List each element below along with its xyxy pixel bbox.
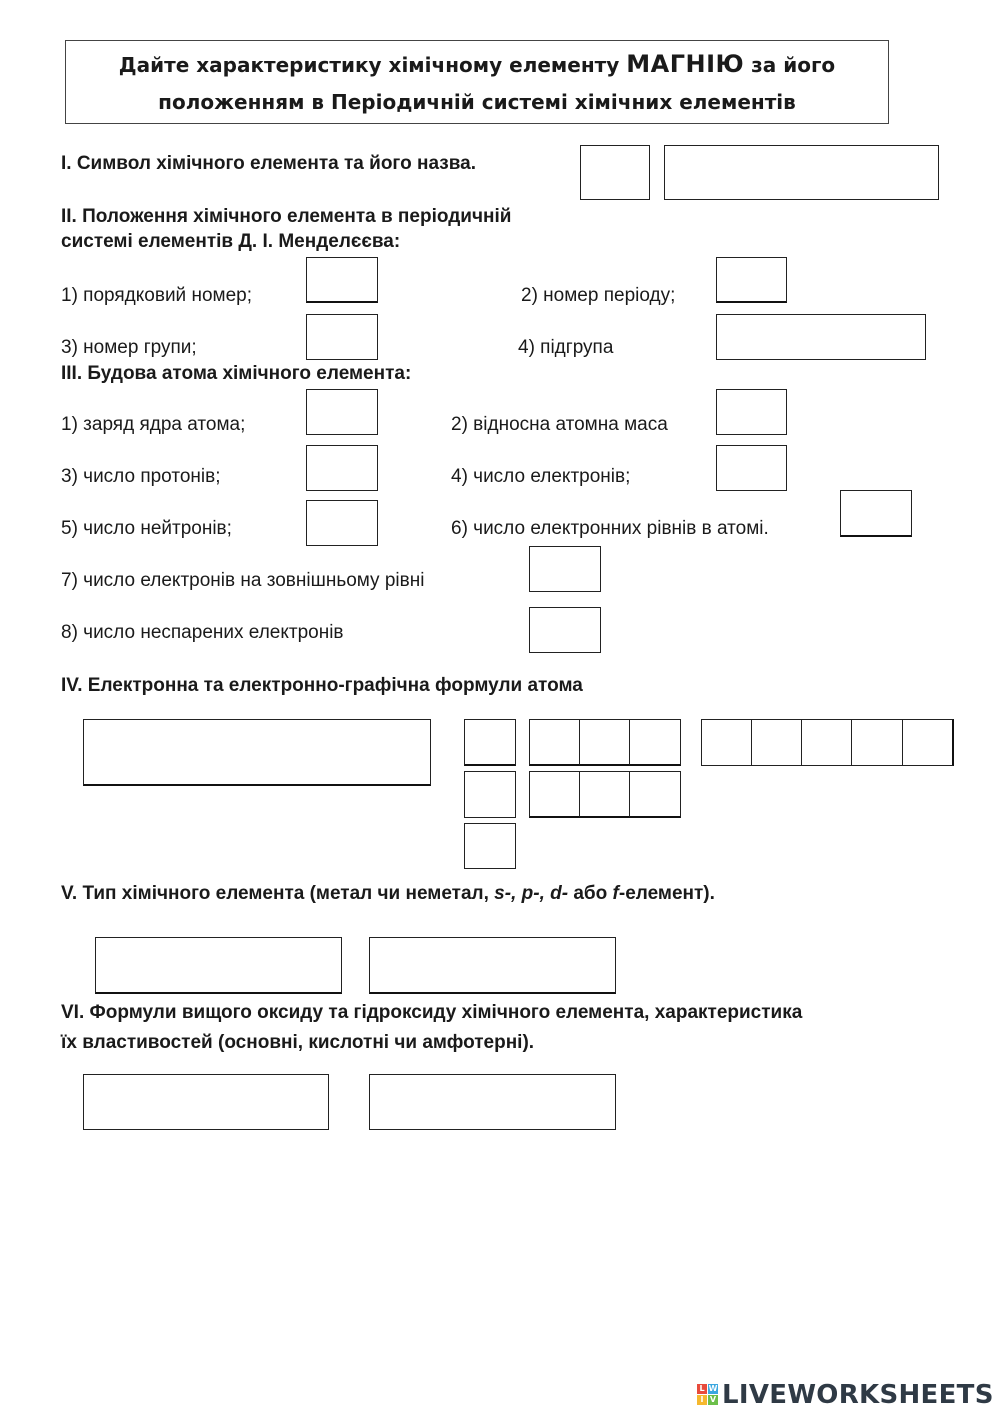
orbital-cell-3d-3[interactable] — [801, 719, 852, 766]
section-4-heading: IV. Електронна та електронно-графічна формули атома — [61, 675, 583, 696]
label-unpaired-electrons: 8) число неспарених електронів — [61, 622, 344, 643]
logo-mark-icon — [697, 1384, 719, 1406]
orbital-cell-1s[interactable] — [464, 823, 516, 869]
orbital-cell-3d-4[interactable] — [851, 719, 903, 766]
element-type-block-input[interactable] — [369, 937, 616, 994]
label-subgroup: 4) підгрупа — [518, 337, 614, 358]
subgroup-input[interactable] — [716, 314, 926, 360]
orbital-cell-3p-1[interactable] — [529, 719, 580, 766]
label-neutrons: 5) число нейтронів; — [61, 518, 232, 539]
title-line-1: Дайте характеристику хімічному елементу МАГНІЮ за його — [118, 50, 836, 78]
label-relative-atomic-mass: 2) відносна атомна маса — [451, 414, 668, 435]
orbital-cell-2s[interactable] — [464, 771, 516, 818]
outer-electrons-input[interactable] — [529, 546, 601, 592]
section-6-heading-line-2: їх властивостей (основні, кислотні чи амфотерні). — [61, 1032, 535, 1053]
section-3-heading: III. Будова атома хімічного елемента: — [61, 363, 412, 384]
neutrons-input[interactable] — [306, 500, 378, 546]
element-name: МАГНІЮ — [626, 50, 745, 78]
relative-atomic-mass-input[interactable] — [716, 389, 787, 435]
title-line-2: положенням в Періодичній системі хімічних елементів — [158, 90, 796, 114]
label-outer-electrons: 7) число електронів на зовнішньому рівні — [61, 570, 425, 591]
logo-text: LIVEWORKSHEETS — [722, 1380, 994, 1410]
unpaired-electrons-input[interactable] — [529, 607, 601, 653]
electrons-input[interactable] — [716, 445, 787, 491]
label-protons: 3) число протонів; — [61, 466, 221, 487]
orbital-cell-2p-3[interactable] — [629, 771, 681, 818]
ordinal-number-input[interactable] — [306, 257, 378, 303]
element-type-metal-input[interactable] — [95, 937, 342, 994]
orbital-cell-3s[interactable] — [464, 719, 516, 766]
orbital-cell-3d-5[interactable] — [902, 719, 954, 766]
label-electron-levels: 6) число електронних рівнів в атомі. — [451, 518, 769, 539]
hydroxide-input[interactable] — [369, 1074, 616, 1130]
label-ordinal-number: 1) порядковий номер; — [61, 285, 252, 306]
protons-input[interactable] — [306, 445, 378, 491]
orbital-cell-3p-3[interactable] — [629, 719, 681, 766]
electron-levels-input[interactable] — [840, 490, 912, 537]
logo-tile-2: W — [708, 1384, 718, 1393]
label-period-number: 2) номер періоду; — [521, 285, 676, 306]
worksheet-title — [65, 40, 889, 124]
orbital-cell-3p-2[interactable] — [579, 719, 630, 766]
logo-tile-3: I — [697, 1395, 707, 1405]
higher-oxide-input[interactable] — [83, 1074, 329, 1130]
element-name-input[interactable] — [664, 145, 939, 200]
symbol-input[interactable] — [580, 145, 650, 200]
section-6-heading-line-1: VI. Формули вищого оксиду та гідроксиду хімічного елемента, характеристика — [61, 1002, 803, 1023]
section-5-heading: V. Тип хімічного елемента (метал чи неметал, s-, p-, d- або f-елемент). — [61, 883, 715, 904]
orbital-cell-3d-2[interactable] — [751, 719, 802, 766]
period-number-input[interactable] — [716, 257, 787, 303]
label-nucleus-charge: 1) заряд ядра атома; — [61, 414, 246, 435]
label-group-number: 3) номер групи; — [61, 337, 197, 358]
group-number-input[interactable] — [306, 314, 378, 360]
nucleus-charge-input[interactable] — [306, 389, 378, 435]
section-2-heading-line-2: системі елементів Д. І. Менделєєва: — [61, 231, 401, 252]
label-electrons: 4) число електронів; — [451, 466, 631, 487]
electron-formula-input[interactable] — [83, 719, 431, 786]
orbital-cell-2p-2[interactable] — [579, 771, 630, 818]
orbital-cell-2p-1[interactable] — [529, 771, 580, 818]
orbital-cell-3d-1[interactable] — [701, 719, 752, 766]
liveworksheets-logo — [697, 1380, 994, 1410]
logo-tile-4: V — [709, 1395, 717, 1404]
logo-tile-1: L — [697, 1384, 707, 1394]
section-1-heading: I. Символ хімічного елемента та його назва. — [61, 153, 476, 174]
section-2-heading-line-1: II. Положення хімічного елемента в періодичній — [61, 206, 512, 227]
